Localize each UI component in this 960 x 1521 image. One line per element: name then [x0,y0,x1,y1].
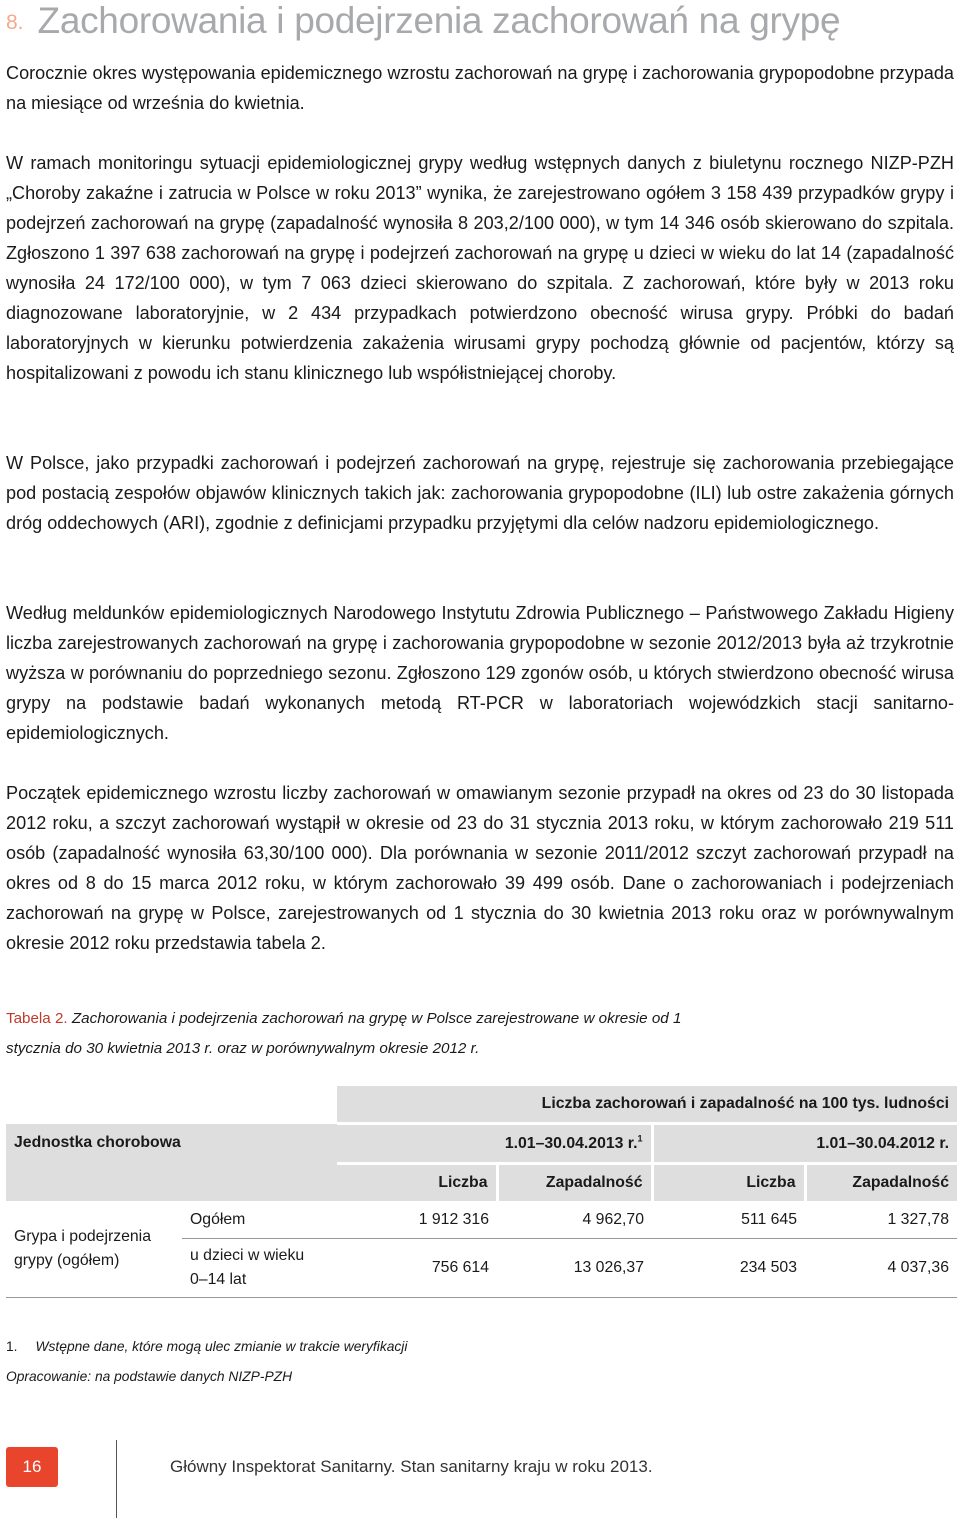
cell-liczba-2013: 1 912 316 [337,1201,497,1239]
table-header-2012: 1.01–30.04.2012 r. [652,1124,957,1164]
source-note: Opracowanie: na podstawie danych NIZP-PZH [6,1369,293,1384]
paragraph-3: W Polsce, jako przypadki zachorowań i podejrzeń zachorowań na grypę, rejestruje się zachorowania przebiegające pod postacią zespołów objawów klinicznych takich jak: zachorowania grypopodobne (ILI) lub ostre zakażenia górnych dróg oddechowych (ARI), zgodnie z definicjami przypadku przyjętymi dla celów nadzoru epidemiologicznego. [6,453,954,533]
cell-liczba-2013: 756 614 [337,1239,497,1298]
table-header-2013 [337,1124,652,1164]
paragraph-1: Corocznie okres występowania epidemicznego wzrostu zachorowań na grypę i zachorowania grypopodobne przypada na miesiące od września do kwietnia. [6,63,954,113]
period-2013-footnote: 1 [637,1133,643,1144]
row-label: u dzieci w wieku 0–14 lat [182,1239,337,1298]
table-row [6,1201,957,1239]
section-heading [6,0,840,46]
col-header-liczba-2013: Liczba [337,1164,497,1202]
cell-zapadalnosc-2012: 4 037,36 [805,1239,957,1298]
row-group-label: Grypa i podejrzenia grypy (ogółem) [6,1201,182,1298]
cell-zapadalnosc-2013: 4 962,70 [497,1201,652,1239]
cell-zapadalnosc-2013: 13 026,37 [497,1239,652,1298]
period-2013: 1.01–30.04.2013 r. [504,1134,638,1152]
footnote-1 [6,1339,407,1354]
table-caption [6,1004,686,1064]
paragraph-5: Początek epidemicznego wzrostu liczby zachorowań w omawianym sezonie przypadł na okres od 23 do 30 listopada 2012 roku, a szczyt zachorowań wystąpił w okresie od 23 do 31 stycznia 2013 roku, w którym zachorowało 219 511 osób (zapadalność wynosiła 63,30/100 000). Dla porównania w sezonie 2011/2012 szczyt zachorowań przypadł na okres od 8 do 15 marca 2012 roku, w którym zachorowało 39 499 osób. Dane o zachorowaniach i podejrzeniach zachorowań na grypę w Polsce, zarejestrowanych od 1 stycznia do 30 kwietnia 2013 roku oraz w porównywalnym okresie 2012 roku przedstawia tabela 2. [6,783,954,953]
section-number: 8. [6,11,24,34]
footer-divider [116,1440,117,1518]
data-table [6,1086,957,1298]
table-caption-label: Tabela 2. [6,1010,68,1027]
row-label: Ogółem [182,1201,337,1239]
table-header-unit: Jednostka chorobowa [6,1124,337,1202]
cell-liczba-2012: 511 645 [652,1201,805,1239]
footnote-text: Wstępne dane, które mogą ulec zmianie w trakcie weryfikacji [35,1339,408,1354]
cell-zapadalnosc-2012: 1 327,78 [805,1201,957,1239]
paragraph-2: W ramach monitoringu sytuacji epidemiologicznej grypy według wstępnych danych z biuletynu rocznego NIZP-PZH „Choroby zakaźne i zatrucia w Polsce w roku 2013” wynika, że zarejestrowano ogółem 3 158 439 przypadków grypy i podejrzeń zachorowań na grypę (zapadalność wynosiła 8 203,2/100 000), w tym 14 346 osób skierowano do szpitala. Zgłoszono 1 397 638 zachorowań na grypę i podejrzeń zachorowań na grypę u dzieci w wieku do lat 14 (zapadalność wynosiła 24 172/100 000), w tym 7 063 dzieci skierowano do szpitala. Z zachorowań, które były w 2013 roku diagnozowane laboratoryjnie, w 2 434 przypadkach potwierdzono obecność wirusa grypy. Próbki do badań laboratoryjnych w kierunku potwierdzenia zakażenia wirusami grypy pochodzą głównie od pacjentów, którzy są hospitalizowani z powodu ich stanu klinicznego lub współistniejącej choroby. [6,153,954,383]
col-header-zapadalnosc-2013: Zapadalność [497,1164,652,1202]
col-header-liczba-2012: Liczba [652,1164,805,1202]
table-caption-text: Zachorowania i podejrzenia zachorowań na grypę w Polsce zarejestrowane w okresie od 1 stycznia do 30 kwietnia 2013 r. oraz w porównywalnym okresie 2012 r. [6,1010,682,1057]
footnote-number: 1. [6,1339,18,1354]
col-header-zapadalnosc-2012: Zapadalność [805,1164,957,1202]
footer-text: Główny Inspektorat Sanitarny. Stan sanitarny kraju w roku 2013. [170,1457,653,1476]
table-header-group: Liczba zachorowań i zapadalność na 100 tys. ludności [337,1086,957,1124]
cell-liczba-2012: 234 503 [652,1239,805,1298]
page-number-badge: 16 [6,1447,58,1487]
paragraph-4: Według meldunków epidemiologicznych Narodowego Instytutu Zdrowia Publicznego – Państwowego Zakładu Higieny liczba zarejestrowanych zachorowań na grypę i zachorowania grypopodobne w sezonie 2012/2013 była aż trzykrotnie wyższa w porównaniu do poprzedniego sezonu. Zgłoszono 129 zgonów osób, u których stwierdzono obecność wirusa grypy na podstawie badań wykonanych metodą RT-PCR w laboratoriach wojewódzkich stacji sanitarno-epidemiologicznych. [6,603,954,743]
section-title: Zachorowania i podejrzenia zachorowań na grypę [37,0,841,41]
